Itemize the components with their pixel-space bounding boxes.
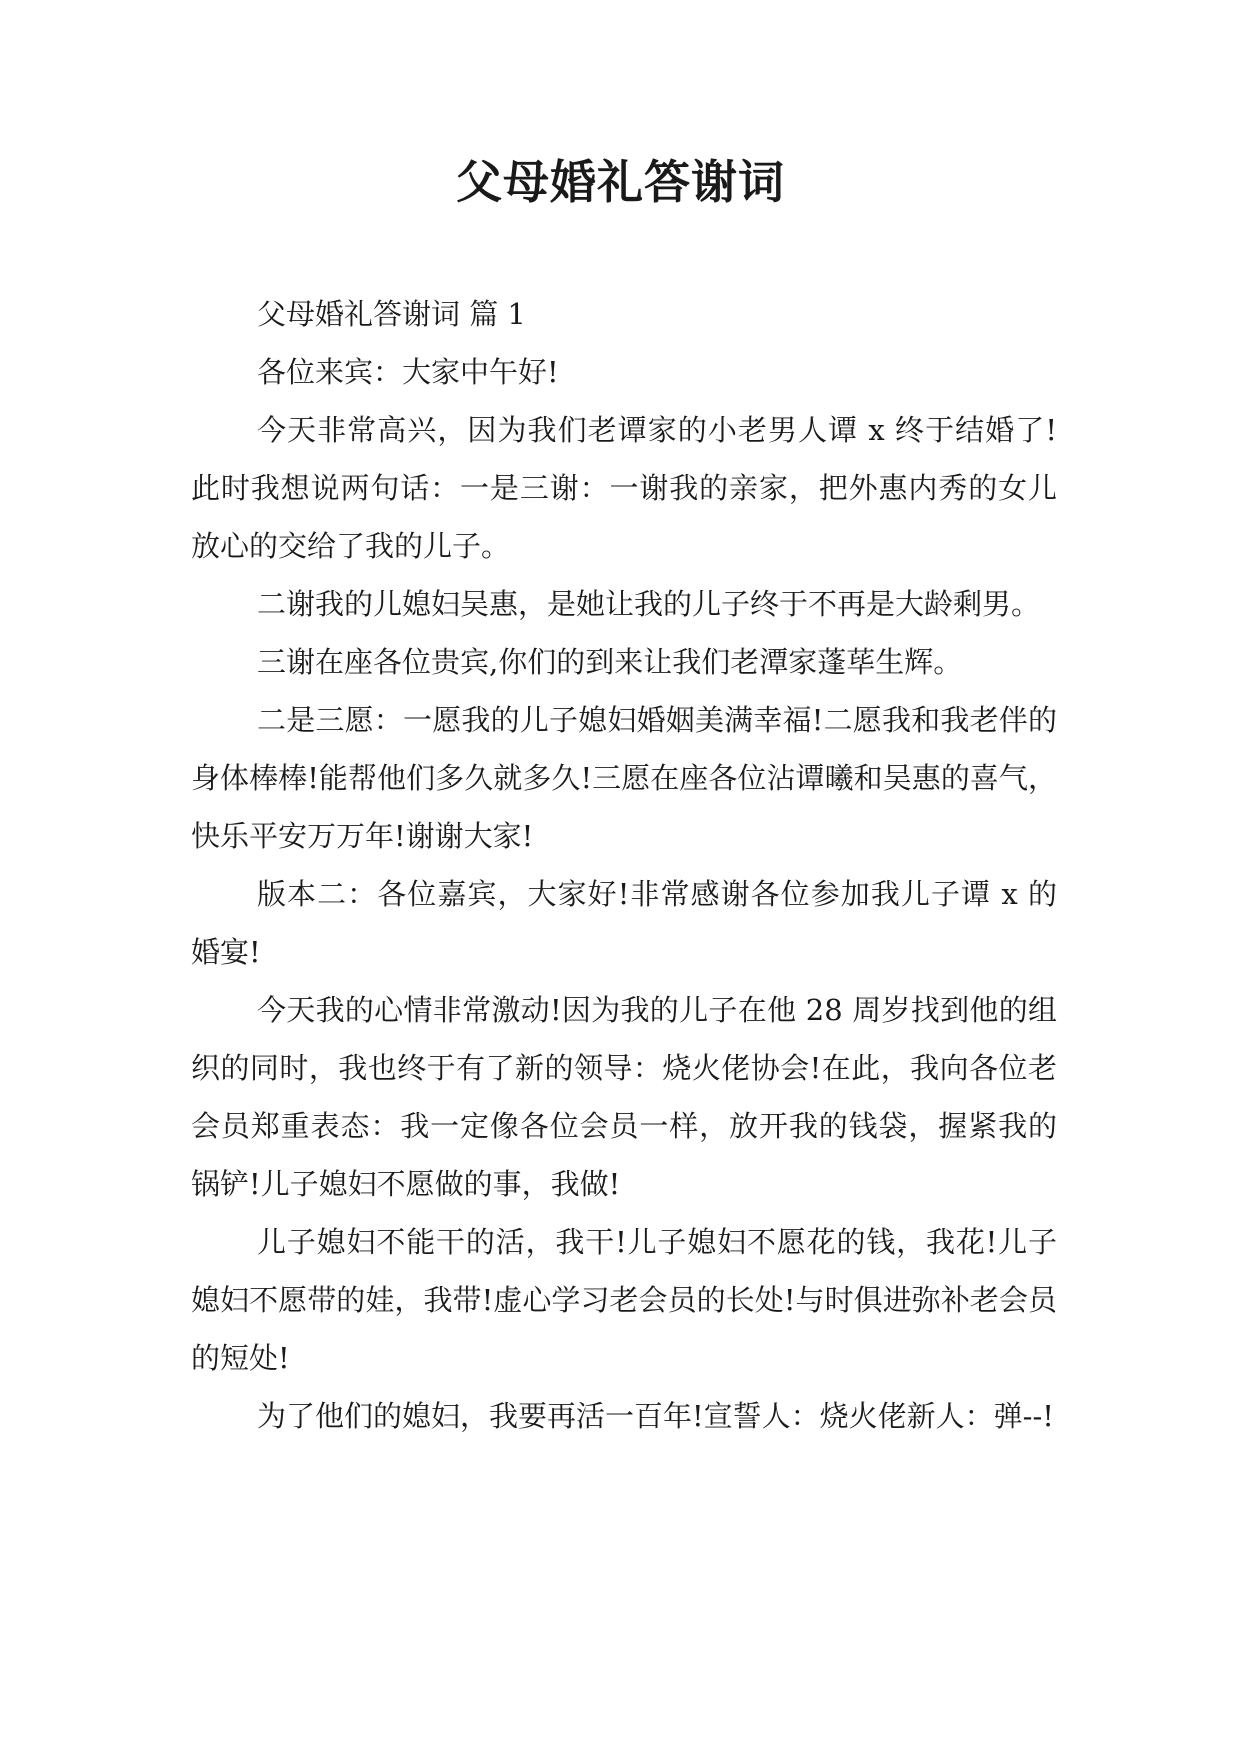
paragraph: 儿子媳妇不能干的活，我干!儿子媳妇不愿花的钱，我花!儿子媳妇不愿带的娃，我带!虚心学习老会员的长处!与时俱进弥补老会员的短处! — [191, 1225, 1057, 1375]
document-title: 父母婚礼答谢词 — [456, 155, 785, 209]
paragraph: 今天非常高兴，因为我们老谭家的小老男人谭 x 终于结婚了!此时我想说两句话：一是三谢：一谢我的亲家，把外惠内秀的女儿放心的交给了我的儿子。 — [191, 413, 1057, 563]
paragraph: 三谢在座各位贵宾,你们的到来让我们老潭家蓬荜生辉。 — [257, 645, 963, 679]
paragraph: 为了他们的媳妇，我要再活一百年!宣誓人：烧火佬新人：弹--! — [257, 1399, 1054, 1433]
document-body — [191, 285, 1057, 1445]
paragraph: 二谢我的儿媳妇吴惠，是她让我的儿子终于不再是大龄剩男。 — [257, 587, 1041, 621]
section-heading: 父母婚礼答谢词 篇 1 — [257, 297, 526, 331]
paragraph: 今天我的心情非常激动!因为我的儿子在他 28 周岁找到他的组织的同时，我也终于有了新的领导：烧火佬协会!在此，我向各位老会员郑重表态：我一定像各位会员一样，放开我的钱袋，握紧我的锅铲!儿子媳妇不愿做的事，我做! — [191, 993, 1057, 1201]
paragraph-greeting: 各位来宾：大家中午好! — [257, 355, 559, 389]
paragraph: 版本二：各位嘉宾，大家好!非常感谢各位参加我儿子谭 x 的婚宴! — [191, 877, 1057, 969]
paragraph: 二是三愿：一愿我的儿子媳妇婚姻美满幸福!二愿我和我老伴的身体棒棒!能帮他们多久就多久!三愿在座各位沾谭曦和吴惠的喜气，快乐平安万万年!谢谢大家! — [191, 703, 1057, 853]
